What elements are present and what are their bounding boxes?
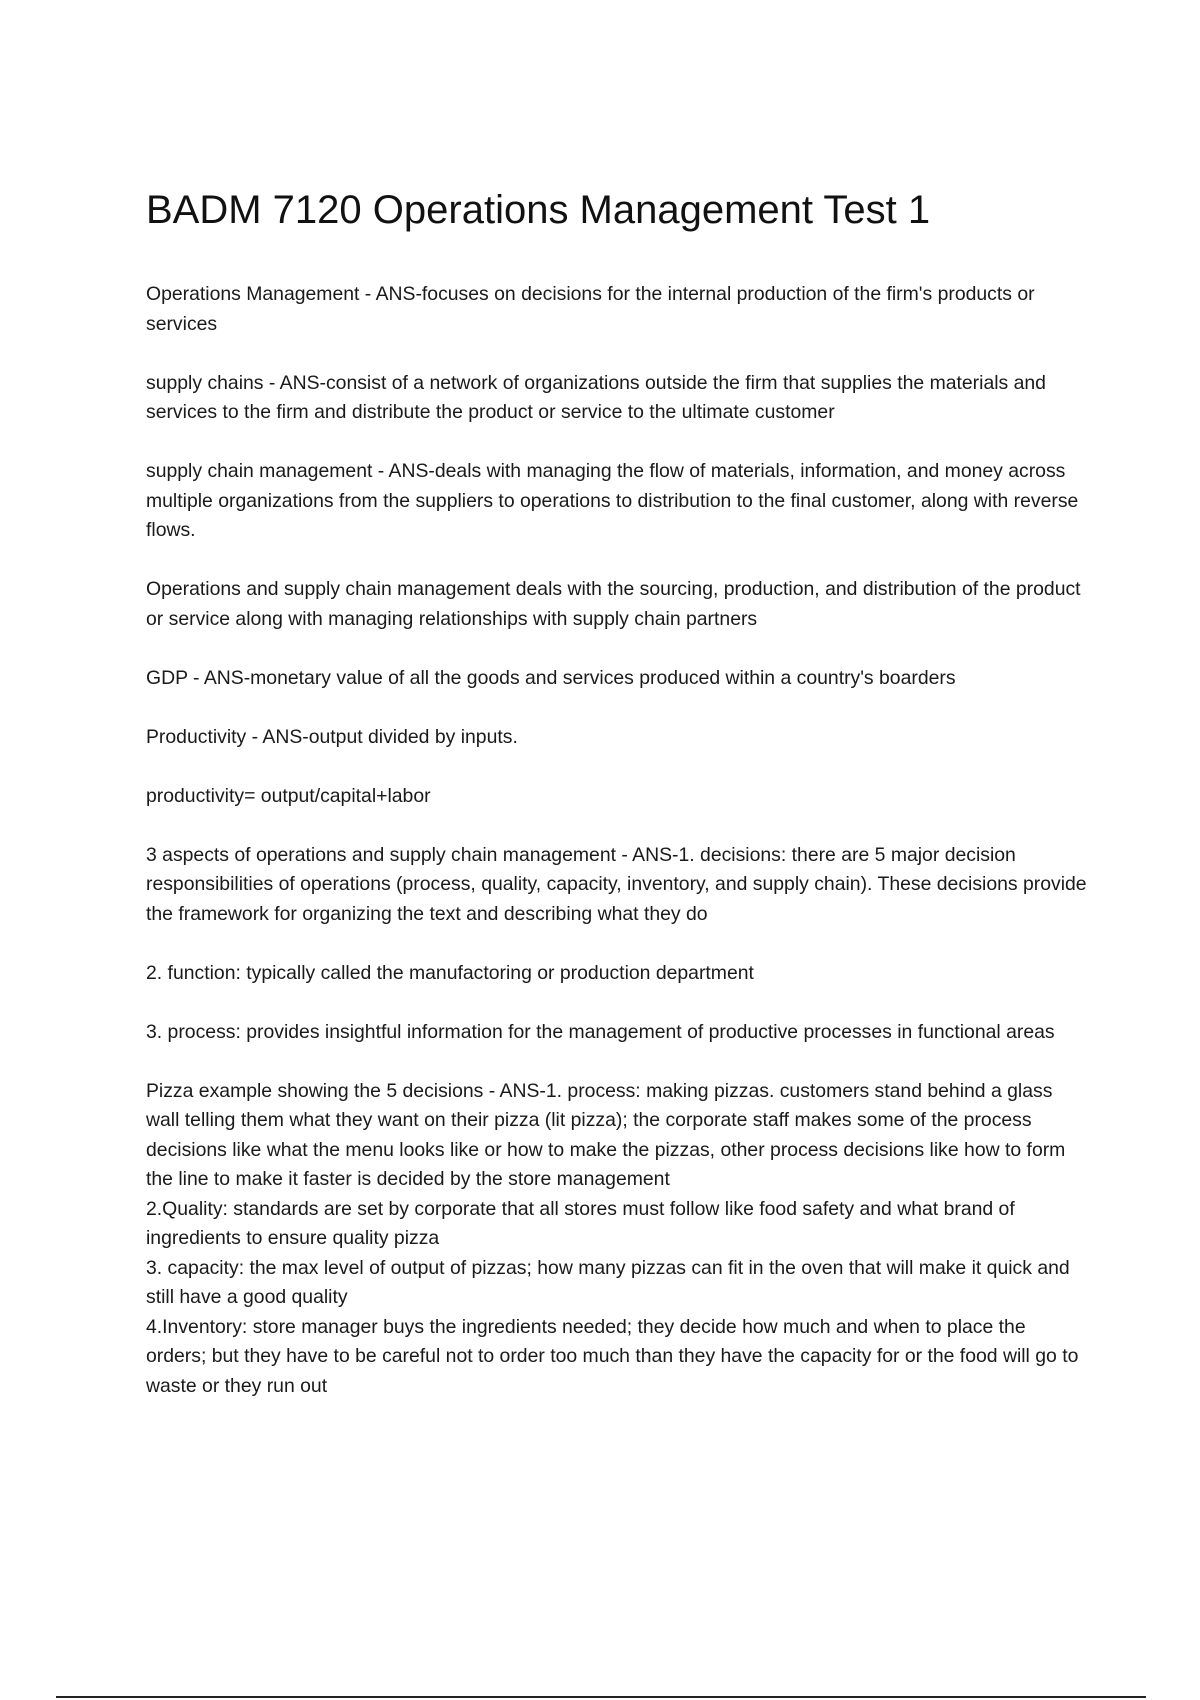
paragraph-gdp: GDP - ANS-monetary value of all the goods and services produced within a country's boarders xyxy=(146,666,956,689)
paragraph-operations-and-scm: Operations and supply chain management deals with the sourcing, production, and distribution of the product or service along with managing relationships with supply chain partners xyxy=(146,578,1081,630)
paragraph-function: 2. function: typically called the manufactoring or production department xyxy=(146,961,754,984)
paragraph-productivity-formula: productivity= output/capital+labor xyxy=(146,784,431,807)
paragraph-process: 3. process: provides insightful information for the management of productive processes in functional areas xyxy=(146,1020,1055,1043)
document-body xyxy=(146,280,1091,1401)
footer-divider xyxy=(56,1696,1146,1698)
paragraph-productivity: Productivity - ANS-output divided by inputs. xyxy=(146,725,518,748)
paragraph-supply-chains: supply chains - ANS-consist of a network of organizations outside the firm that supplies the materials and services to the firm and distribute the product or service to the ultimate customer xyxy=(146,371,1046,423)
paragraph-supply-chain-management: supply chain management - ANS-deals with managing the flow of materials, information, and money across multiple organizations from the suppliers to operations to distribution to the final customer, along with reverse flows. xyxy=(146,460,1079,541)
paragraph-three-aspects: 3 aspects of operations and supply chain management - ANS-1. decisions: there are 5 major decision responsibilities of operations (process, quality, capacity, inventory, and supply chain). These decisions provide the framework for organizing the text and describing what they do xyxy=(146,843,1087,925)
page-title: BADM 7120 Operations Management Test 1 xyxy=(146,188,931,232)
paragraph-operations-management: Operations Management - ANS-focuses on decisions for the internal production of the firm's products or services xyxy=(146,283,1035,335)
paragraph-pizza-example: Pizza example showing the 5 decisions - ANS-1. process: making pizzas. customers stand behind a glass wall telling them what they want on their pizza (lit pizza); the corporate staff makes some of the process decisions like what the menu looks like or how to make the pizzas, other process decisions like how to form the line to make it faster is decided by the store management 2.Quality: standards are set by corporate that all stores must follow like food safety and what brand of ingredients to ensure quality pizza 3. capacity: the max level of output of pizzas; how many pizzas can fit in the oven that will make it quick and still have a good quality 4.Inventory: store manager buys the ingredients needed; they decide how much and when to place the orders; but they have to be careful not to order too much than they have the capacity for or the food will go to waste or they run out xyxy=(146,1079,1079,1397)
